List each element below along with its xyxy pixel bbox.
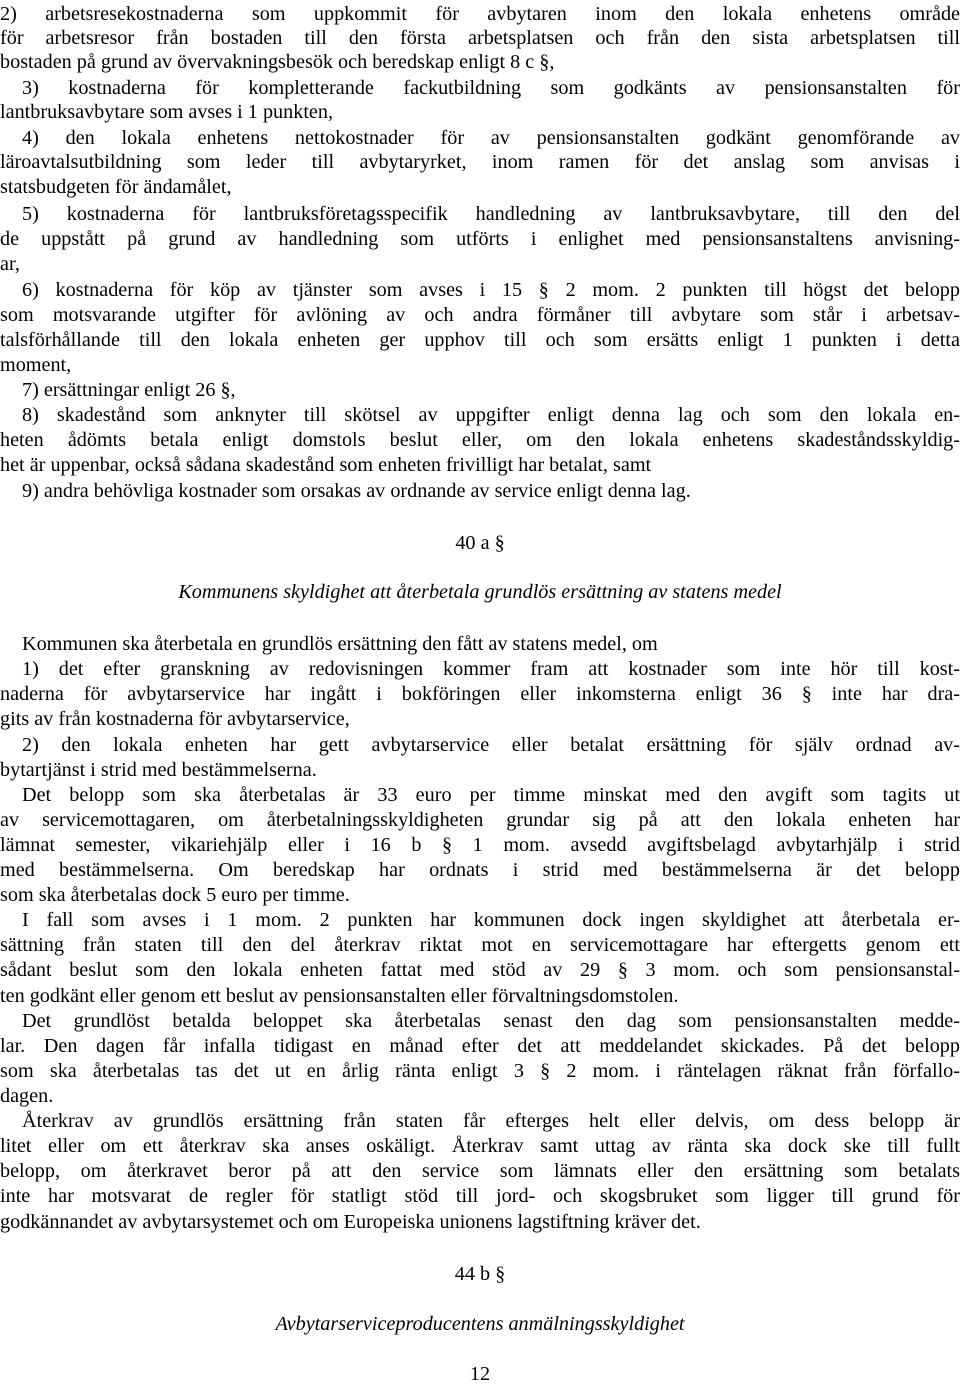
body-text-line: lantbruksavbytare som avses i 1 punkten, — [0, 101, 334, 123]
body-text-line: som motsvarande utgifter för avlöning av och andra förmåner till avbytare som står i arbetsav- — [0, 304, 960, 326]
body-text-line: gits av från kostnaderna för avbytarservice, — [0, 708, 350, 730]
body-text-line: som ska återbetalas dock 5 euro per timme. — [0, 884, 350, 906]
body-text-line: het är uppenbar, också sådana skadestånd som enheten frivilligt har betalat, samt — [0, 454, 652, 476]
body-text-line: de uppstått på grund av handledning som utförts i enlighet med pensionsanstaltens anvisning- — [0, 228, 960, 250]
body-text-line: 5) kostnaderna för lantbruksföretagsspecifik handledning av lantbruksavbytare, till den del — [22, 203, 960, 225]
section-heading-line: 44 b § — [454, 1263, 506, 1285]
body-text-line: 6) kostnaderna för köp av tjänster som avses i 15 § 2 mom. 2 punkten till högst det belopp — [22, 279, 960, 301]
body-text-line: moment, — [0, 354, 72, 376]
body-text-line: läroavtalsutbildning som leder till avbytaryrket, inom ramen för det anslag som anvisas i — [0, 151, 960, 173]
body-text-line: för arbetsresor från bostaden till den första arbetsplatsen och från den sista arbetsplatsen till — [0, 27, 960, 49]
body-text-line: bytartjänst i strid med bestämmelserna. — [0, 759, 317, 781]
body-text-line: 2) den lokala enheten har gett avbytarservice eller betalat ersättning för själv ordnad av- — [22, 734, 960, 756]
body-text-line: 9) andra behövliga kostnader som orsakas av ordnande av service enligt denna lag. — [22, 480, 691, 502]
section-heading-line: Avbytarserviceproducentens anmälningsskyldighet — [275, 1313, 685, 1335]
section-heading-line: 40 a § — [455, 532, 505, 554]
section-heading-line: 12 — [469, 1363, 491, 1385]
section-heading-line: Kommunens skyldighet att återbetala grundlös ersättning av statens medel — [178, 581, 782, 603]
body-text-line: 1) det efter granskning av redovisningen kommer fram att kostnader som inte hör till kost- — [22, 658, 960, 680]
body-text-line: 7) ersättningar enligt 26 §, — [22, 379, 236, 401]
body-text-line: Återkrav av grundlös ersättning från staten får efterges helt eller delvis, om dess belopp är — [22, 1110, 960, 1132]
body-text-line: 4) den lokala enhetens nettokostnader för av pensionsanstalten godkänt genomförande av — [22, 127, 960, 149]
body-text-line: litet eller om ett återkrav ska anses oskäligt. Återkrav samt uttag av ränta ska dock ske till fullt — [0, 1135, 960, 1157]
body-text-line: lar. Den dagen får infalla tidigast en månad efter det att meddelandet skickades. På det belopp — [0, 1035, 960, 1057]
body-text-line: belopp, om återkravet beror på att den service som lämnats eller den ersättning som betalats — [0, 1160, 960, 1182]
body-text-line: bostaden på grund av övervakningsbesök och beredskap enligt 8 c §, — [0, 51, 555, 73]
body-text-line: inte har motsvarat de regler för statligt stöd till jord- och skogsbruket som ligger till grund för — [0, 1185, 960, 1207]
body-text-line: med bestämmelserna. Om beredskap har ordnats i strid med bestämmelserna är det belopp — [0, 859, 960, 881]
body-text-line: heten ådömts betala enligt domstols beslut eller, om den lokala enhetens skadeståndsskyldig- — [0, 429, 960, 451]
body-text-line: sådant beslut som den lokala enheten fattat med stöd av 29 § 3 mom. och som pensionsanstal- — [0, 959, 960, 981]
body-text-line: lämnat semester, vikariehjälp eller i 16 b § 1 mom. avsedd avgiftsbelagd avbytarhjälp i strid — [0, 834, 960, 856]
body-text-line: Kommunen ska återbetala en grundlös ersättning den fått av statens medel, om — [22, 633, 658, 655]
body-text-line: av servicemottagaren, om återbetalningsskyldigheten grundar sig på att den lokala enheten har — [0, 809, 960, 831]
body-text-line: 2) arbetsresekostnaderna som uppkommit för avbytaren inom den lokala enhetens område — [0, 3, 960, 25]
body-text-line: dagen. — [0, 1085, 54, 1107]
body-text-line: ar, — [0, 253, 20, 275]
body-text-line: talsförhållande till den lokala enheten ger upphov till och som ersätts enligt 1 punkten i detta — [0, 329, 960, 351]
body-text-line: Det grundlöst betalda beloppet ska återbetalas senast den dag som pensionsanstalten medde- — [22, 1010, 960, 1032]
body-text-line: godkännandet av avbytarsystemet och om Europeiska unionens lagstiftning kräver det. — [0, 1211, 701, 1233]
body-text-line: naderna för avbytarservice har ingått i bokföringen eller inkomsterna enligt 36 § inte har dra- — [0, 683, 960, 705]
body-text-line: Det belopp som ska återbetalas är 33 euro per timme minskat med den avgift som tagits ut — [22, 784, 960, 806]
body-text-line: 3) kostnaderna för kompletterande fackutbildning som godkänts av pensionsanstalten för — [22, 77, 960, 99]
body-text-line: statsbudgeten för ändamålet, — [0, 176, 232, 198]
body-text-line: som ska återbetalas tas det ut en årlig ränta enligt 3 § 2 mom. i räntelagen räknat från förfallo- — [0, 1060, 960, 1082]
body-text-line: I fall som avses i 1 mom. 2 punkten har kommunen dock ingen skyldighet att återbetala er- — [22, 909, 960, 931]
body-text-line: 8) skadestånd som anknyter till skötsel av uppgifter enligt denna lag och som den lokala en- — [22, 404, 960, 426]
body-text-line: sättning från staten till den del återkrav riktat mot en servicemottagare har eftergetts genom ett — [0, 934, 960, 956]
body-text-line: ten godkänt eller genom ett beslut av pensionsanstalten eller förvaltningsdomstolen. — [0, 985, 679, 1007]
